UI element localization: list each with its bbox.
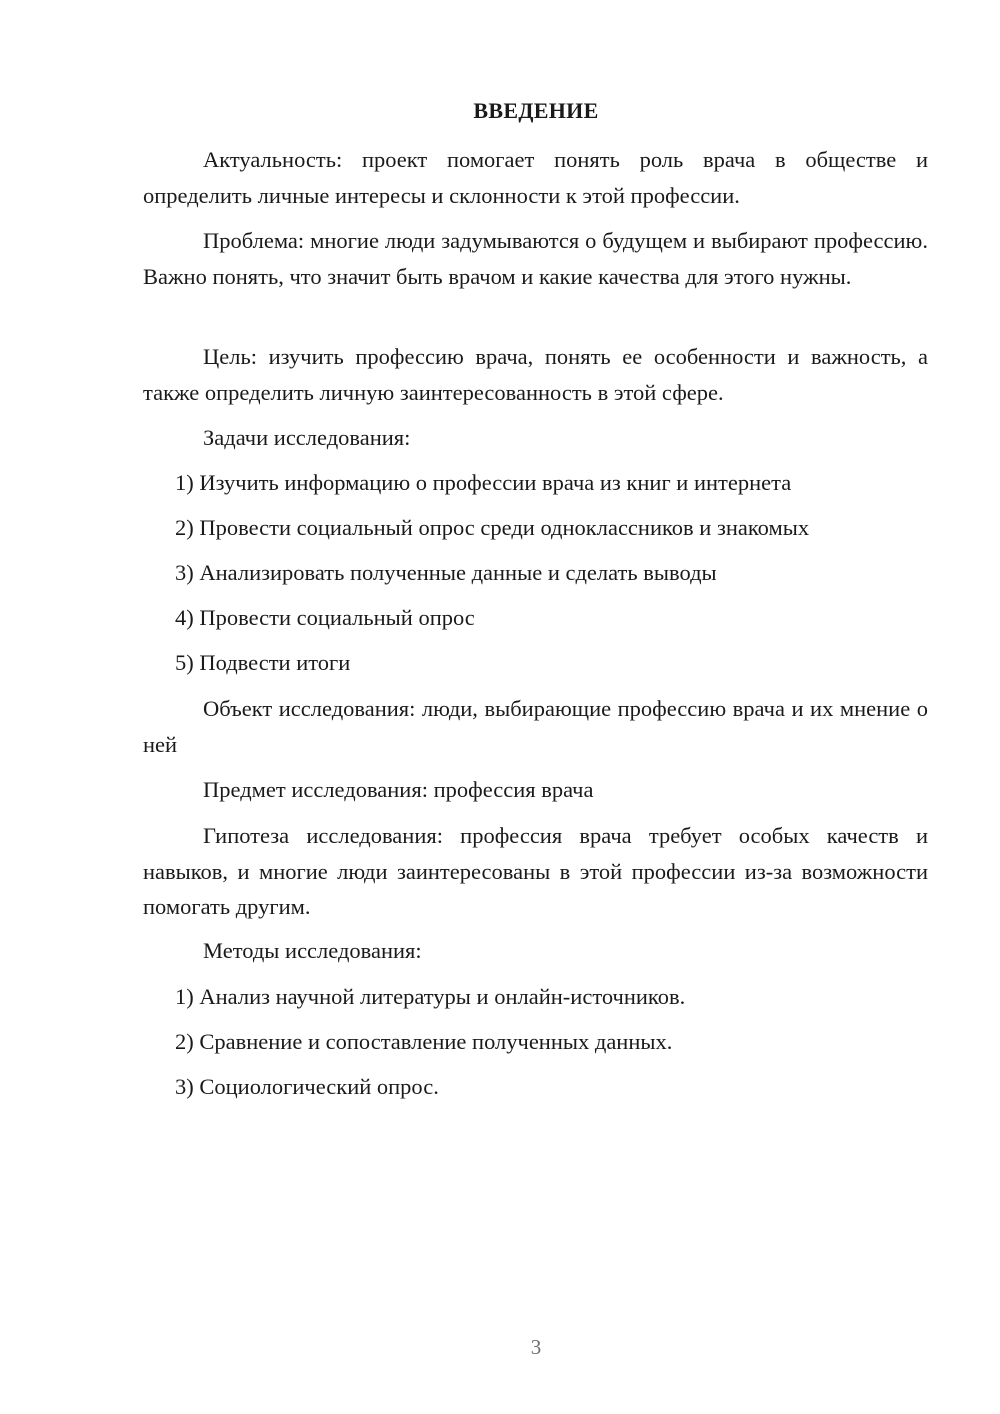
problem-paragraph: Проблема: многие люди задумываются о будущем и выбирают профессию. Важно понять, что значит быть врачом и какие качества для этого нужны. xyxy=(143,228,928,289)
goal-paragraph: Цель: изучить профессию врача, понять ее особенности и важность, а также определить личную заинтересованность в этой сфере. xyxy=(143,344,928,405)
task-item: 2) Провести социальный опрос среди одноклассников и знакомых xyxy=(175,515,810,540)
method-item: 1) Анализ научной литературы и онлайн-источников. xyxy=(175,984,686,1009)
method-item: 2) Сравнение и сопоставление полученных данных. xyxy=(175,1029,673,1054)
task-item: 1) Изучить информацию о профессии врача из книг и интернета xyxy=(175,470,792,495)
object-paragraph: Объект исследования: люди, выбирающие профессию врача и их мнение о ней xyxy=(143,696,928,757)
method-item: 3) Социологический опрос. xyxy=(175,1074,439,1099)
task-item: 3) Анализировать полученные данные и сделать выводы xyxy=(175,560,717,585)
hypothesis-paragraph: Гипотеза исследования: профессия врача требует особых качеств и навыков, и многие люди заинтересованы в этой профессии из-за возможности помогать другим. xyxy=(143,823,928,919)
actuality-paragraph: Актуальность: проект помогает понять роль врача в обществе и определить личные интересы и склонности к этой профессии. xyxy=(143,147,928,208)
page-number: 3 xyxy=(530,1335,542,1359)
subject-paragraph: Предмет исследования: профессия врача xyxy=(203,777,594,802)
tasks-title: Задачи исследования: xyxy=(203,425,411,450)
section-heading: ВВЕДЕНИЕ xyxy=(473,98,599,123)
methods-title: Методы исследования: xyxy=(203,938,422,963)
task-item: 4) Провести социальный опрос xyxy=(175,605,475,630)
task-item: 5) Подвести итоги xyxy=(175,650,351,675)
